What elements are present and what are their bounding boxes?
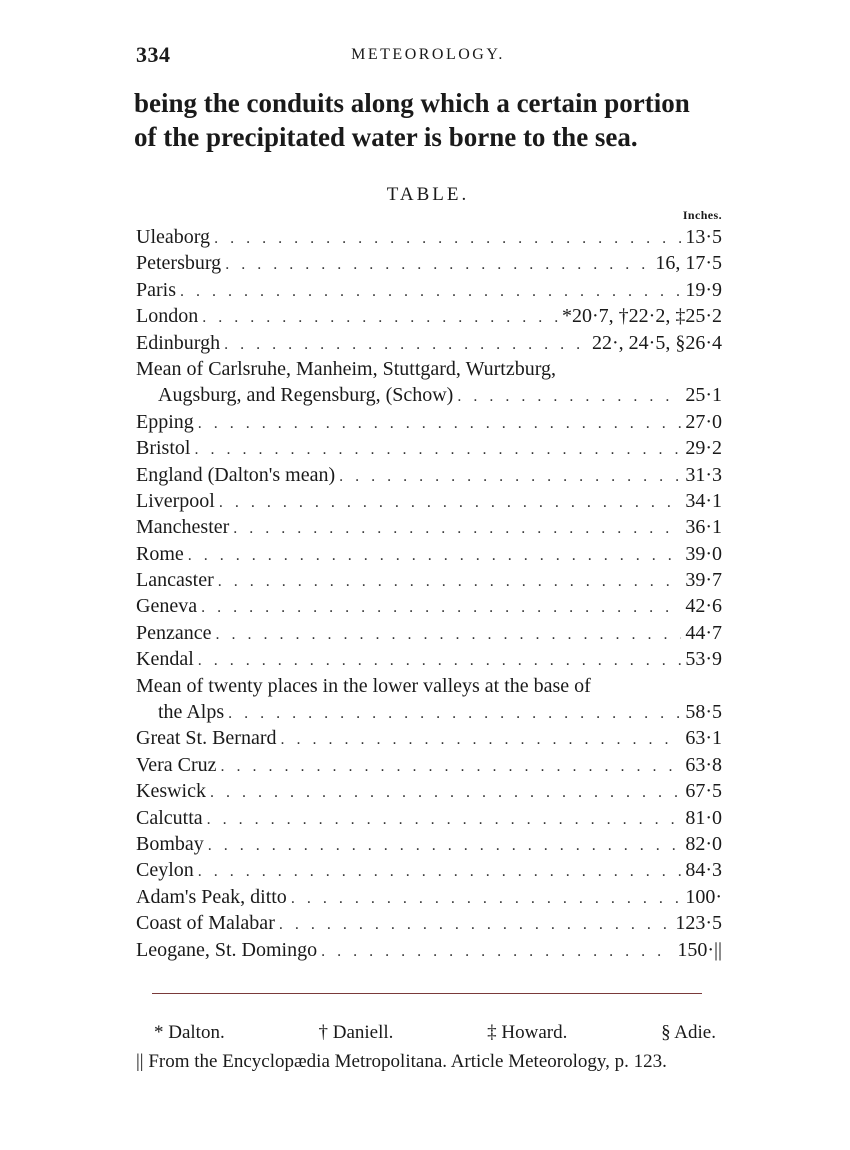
- leader-dots: [208, 833, 682, 859]
- place-name: London: [136, 305, 199, 328]
- place-name: Penzance: [136, 621, 212, 644]
- leader-dots: [198, 648, 682, 674]
- place-name: Adam's Peak, ditto: [136, 885, 287, 908]
- footnote-daniell: † Daniell.: [318, 1022, 394, 1043]
- table-row: [136, 646, 722, 672]
- table-row: [136, 382, 722, 408]
- table-row: [136, 224, 722, 250]
- rainfall-value: 58·5: [685, 701, 722, 724]
- place-name: Rome: [136, 542, 184, 565]
- table-row: [136, 831, 722, 857]
- place-name: Leogane, St. Domingo: [136, 938, 318, 961]
- running-title: METEOROLOGY.: [351, 46, 505, 63]
- place-name: Kendal: [136, 648, 194, 671]
- place-name: Uleaborg: [136, 226, 211, 248]
- place-name: Great St. Bernard: [136, 727, 277, 750]
- rainfall-value: 39·7: [685, 569, 722, 592]
- footnote-dalton: * Dalton.: [154, 1022, 225, 1043]
- leader-dots: [221, 754, 682, 780]
- leader-dots: [201, 595, 681, 621]
- table-row: [136, 567, 722, 593]
- table-row: [136, 593, 722, 619]
- place-name: Liverpool: [136, 489, 215, 512]
- page-header: [136, 42, 720, 72]
- footnote-rule: [152, 993, 702, 994]
- leader-dots: [233, 516, 681, 542]
- table-row: [136, 673, 722, 699]
- rainfall-value: 82·0: [685, 832, 722, 855]
- rainfall-value: 25·1: [685, 384, 722, 407]
- place-name: Calcutta: [136, 806, 203, 829]
- leader-dots: [214, 226, 681, 252]
- table-row: [136, 778, 722, 804]
- rainfall-value: *20·7, †22·2, ‡25·2: [562, 305, 722, 328]
- rainfall-value: 29·2: [685, 437, 722, 460]
- intro-paragraph: [134, 86, 734, 154]
- place-name: Manchester: [136, 516, 230, 539]
- leader-dots: [228, 701, 681, 727]
- table-row: [136, 514, 722, 540]
- table-row: [136, 277, 722, 303]
- place-name: Bristol: [136, 437, 191, 460]
- rainfall-value: 81·0: [685, 806, 722, 829]
- leader-dots: [339, 464, 681, 490]
- rainfall-value: 44·7: [685, 621, 722, 644]
- table-row: [136, 356, 722, 382]
- place-name: Mean of Carlsruhe, Manheim, Stuttgard, Wurtzburg,: [136, 357, 557, 380]
- place-name: England (Dalton's mean): [136, 463, 336, 486]
- leader-dots: [321, 939, 673, 965]
- place-name: Ceylon: [136, 859, 194, 882]
- place-name: Paris: [136, 278, 176, 301]
- footnote-marks: [136, 1020, 722, 1045]
- table-row: [136, 884, 722, 910]
- leader-dots: [198, 859, 682, 885]
- place-name: Keswick: [136, 780, 206, 803]
- rainfall-value: 100·: [685, 885, 722, 908]
- leader-dots: [194, 437, 681, 463]
- leader-dots: [291, 886, 682, 912]
- table-row: [136, 303, 722, 329]
- leader-dots: [202, 305, 558, 331]
- table-row: [136, 330, 722, 356]
- table-row: [136, 435, 722, 461]
- place-name: Petersburg: [136, 252, 222, 275]
- table-row: [136, 250, 722, 276]
- footnote-howard: ‡ Howard.: [487, 1022, 568, 1043]
- leader-dots: [207, 807, 682, 833]
- rainfall-value: 67·5: [685, 780, 722, 803]
- table-row: [136, 699, 722, 725]
- rainfall-value: 31·3: [685, 463, 722, 486]
- place-name: Edinburgh: [136, 331, 221, 354]
- place-name: Augsburg, and Regensburg, (Schow): [158, 384, 454, 407]
- table-row: [136, 541, 722, 567]
- table-row: [136, 857, 722, 883]
- rainfall-value: 53·9: [685, 648, 722, 671]
- place-name: Vera Cruz: [136, 753, 217, 776]
- table-row: [136, 620, 722, 646]
- rainfall-value: 27·0: [685, 410, 722, 433]
- page-number: 334: [136, 42, 171, 67]
- table-row: [136, 409, 722, 435]
- rainfall-value: 36·1: [685, 516, 722, 539]
- table-row: [136, 725, 722, 751]
- rainfall-value: 39·0: [685, 542, 722, 565]
- table-row: [136, 752, 722, 778]
- leader-dots: [216, 622, 682, 648]
- leader-dots: [279, 912, 671, 938]
- footnote-source: || From the Encyclopædia Metropolitana. Article Meteorology, p. 123.: [136, 1051, 667, 1072]
- place-name: Bombay: [136, 832, 204, 855]
- table-row: [136, 937, 722, 963]
- table-row: [136, 488, 722, 514]
- rainfall-value: 123·5: [675, 912, 722, 935]
- intro-line: being the conduits along which a certain portion: [134, 88, 690, 118]
- place-name: Geneva: [136, 595, 198, 618]
- place-name: Lancaster: [136, 569, 214, 592]
- footnote-adie: § Adie.: [661, 1022, 716, 1043]
- place-name: the Alps: [158, 701, 225, 724]
- rainfall-value: 16, 17·5: [655, 252, 722, 275]
- leader-dots: [225, 252, 651, 278]
- leader-dots: [224, 332, 588, 358]
- leader-dots: [457, 384, 681, 410]
- rainfall-value: 150·||: [677, 938, 722, 961]
- rainfall-value: 13·5: [685, 226, 722, 248]
- leader-dots: [188, 543, 682, 569]
- table-row: [136, 910, 722, 936]
- rainfall-value: 63·8: [685, 753, 722, 776]
- rainfall-value: 63·1: [685, 727, 722, 750]
- rainfall-table: [136, 224, 722, 963]
- leader-dots: [218, 569, 682, 595]
- leader-dots: [180, 279, 681, 305]
- intro-line: of the precipitated water is borne to the sea.: [134, 122, 638, 152]
- table-row: [136, 805, 722, 831]
- rainfall-value: 34·1: [685, 489, 722, 512]
- rainfall-value: 22·, 24·5, §26·4: [592, 331, 722, 354]
- table-heading: TABLE.: [386, 184, 470, 205]
- place-name: Mean of twenty places in the lower valleys at the base of: [136, 674, 591, 697]
- place-name: Coast of Malabar: [136, 912, 275, 935]
- table-row: [136, 462, 722, 488]
- leader-dots: [210, 780, 681, 806]
- leader-dots: [198, 411, 682, 437]
- leader-dots: [219, 490, 681, 516]
- rainfall-value: 42·6: [685, 595, 722, 618]
- rainfall-value: 19·9: [685, 278, 722, 301]
- place-name: Epping: [136, 410, 194, 433]
- leader-dots: [281, 727, 682, 753]
- footnotes: [136, 1020, 722, 1074]
- units-label: Inches.: [682, 208, 722, 222]
- rainfall-value: 84·3: [685, 859, 722, 882]
